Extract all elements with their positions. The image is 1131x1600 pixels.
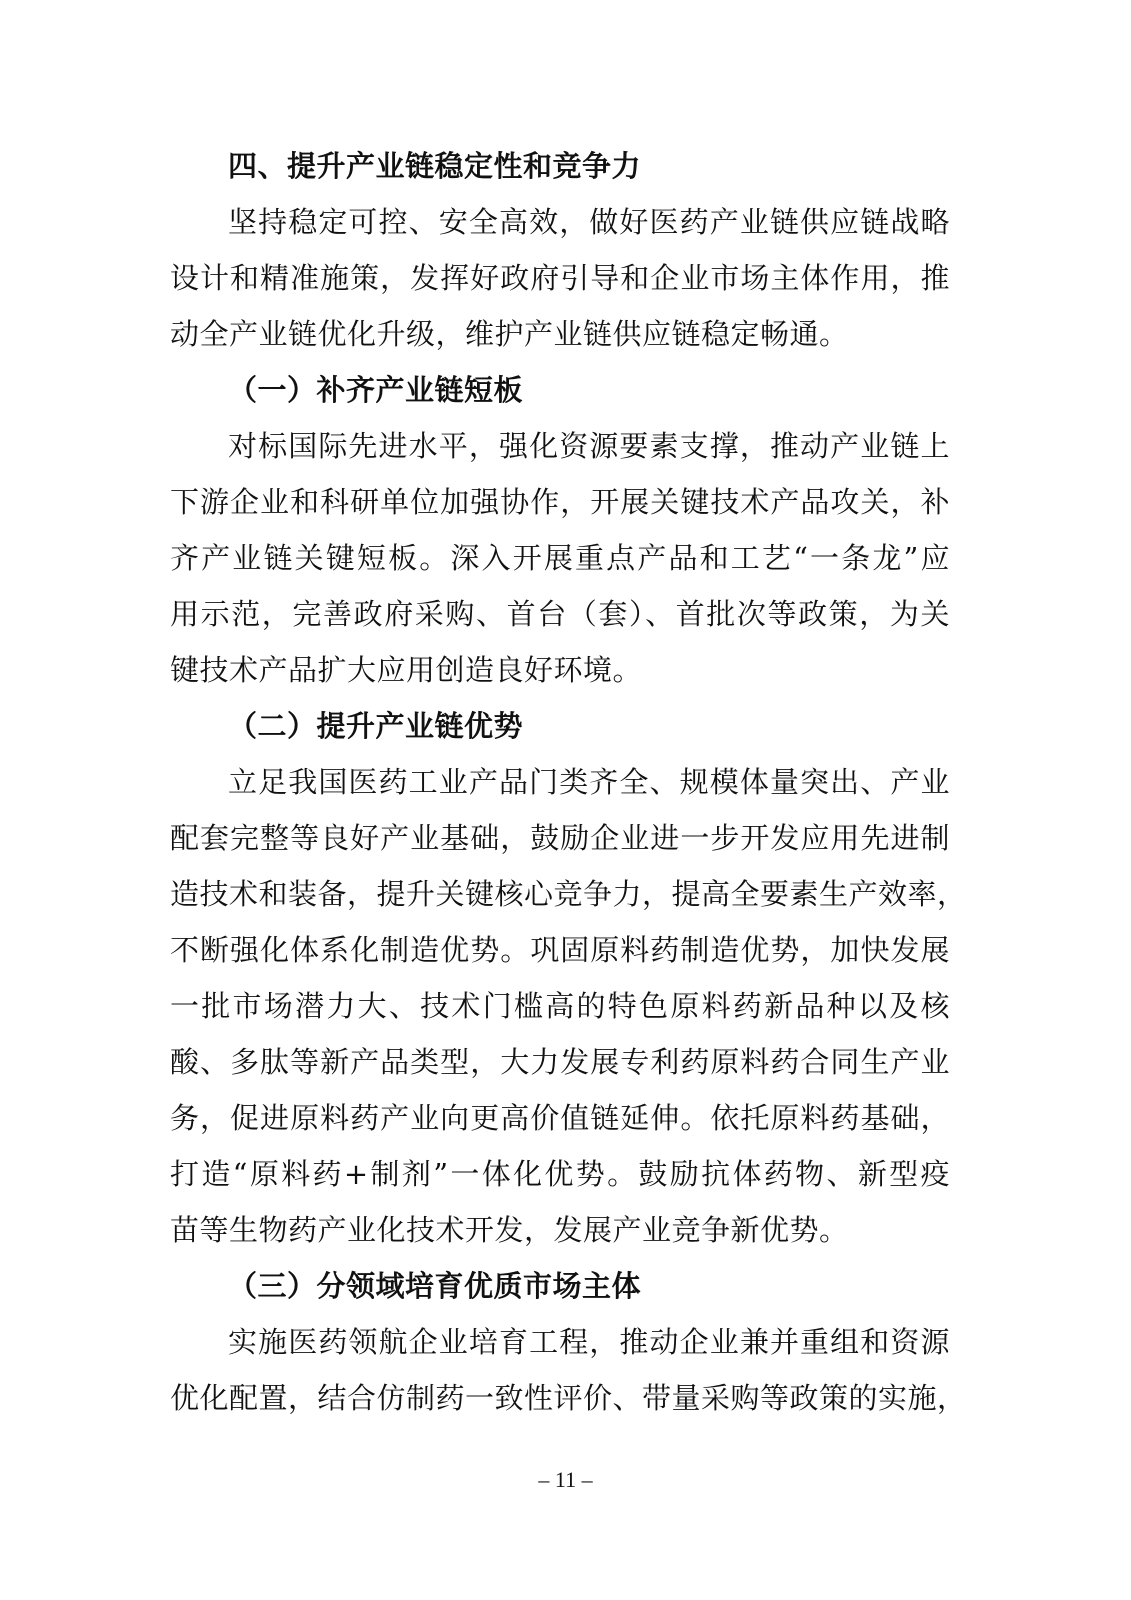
paragraph-line: 用示范，完善政府采购、首台（套）、首批次等政策，为关 xyxy=(170,597,950,631)
paragraph-line: 苗等生物药产业化技术开发，发展产业竞争新优势。 xyxy=(170,1213,849,1247)
section-title: 四、提升产业链稳定性和竞争力 xyxy=(228,149,642,183)
paragraph-line: 立足我国医药工业产品门类齐全、规模体量突出、产业 xyxy=(228,765,950,799)
intro-line: 动全产业链优化升级，维护产业链供应链稳定畅通。 xyxy=(170,317,849,351)
intro-line: 设计和精准施策，发挥好政府引导和企业市场主体作用，推 xyxy=(170,261,950,295)
paragraph-line: 酸、多肽等新产品类型，大力发展专利药原料药合同生产业 xyxy=(170,1045,950,1079)
paragraph-line: 对标国际先进水平，强化资源要素支撑，推动产业链上 xyxy=(228,429,950,463)
paragraph-line: 实施医药领航企业培育工程，推动企业兼并重组和资源 xyxy=(228,1325,950,1359)
paragraph-line: 齐产业链关键短板。深入开展重点产品和工艺“一条龙”应 xyxy=(170,541,950,575)
paragraph-line: 打造“原料药+制剂”一体化优势。鼓励抗体药物、新型疫 xyxy=(170,1157,950,1191)
page-number: – 11 – xyxy=(538,1467,593,1492)
paragraph-line: 务，促进原料药产业向更高价值链延伸。依托原料药基础， xyxy=(170,1101,950,1135)
paragraph-line: 造技术和装备，提升关键核心竞争力，提高全要素生产效率， xyxy=(170,877,967,911)
paragraph-line: 配套完整等良好产业基础，鼓励企业进一步开发应用先进制 xyxy=(170,821,950,855)
paragraph-line: 不断强化体系化制造优势。巩固原料药制造优势，加快发展 xyxy=(170,933,950,967)
subsection-title-1: （一）补齐产业链短板 xyxy=(228,373,524,407)
paragraph-line: 键技术产品扩大应用创造良好环境。 xyxy=(170,653,643,687)
intro-line: 坚持稳定可控、安全高效，做好医药产业链供应链战略 xyxy=(228,205,950,239)
subsection-title-2: （二）提升产业链优势 xyxy=(228,709,524,743)
paragraph-line: 优化配置，结合仿制药一致性评价、带量采购等政策的实施， xyxy=(170,1381,967,1415)
subsection-title-3: （三）分领域培育优质市场主体 xyxy=(228,1269,642,1303)
paragraph-line: 一批市场潜力大、技术门槛高的特色原料药新品种以及核 xyxy=(170,989,950,1023)
paragraph-line: 下游企业和科研单位加强协作，开展关键技术产品攻关，补 xyxy=(170,485,950,519)
